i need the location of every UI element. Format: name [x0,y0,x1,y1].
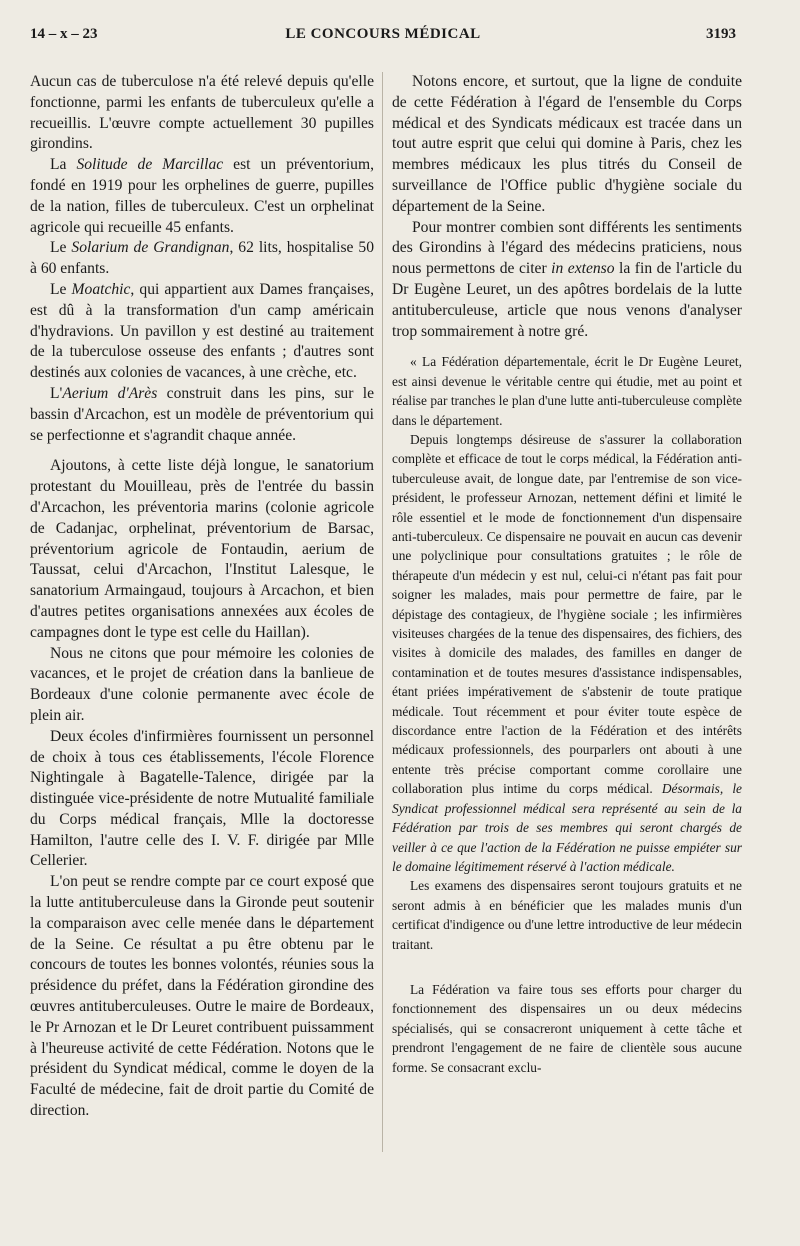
emphasis: in extenso [551,260,615,278]
header-date: 14 – x – 23 [30,26,98,42]
institution-name: Moatchic [71,280,131,298]
paragraph: L'Aerium d'Arès construit dans les pins, sur le bassin d'Arcachon, est un modèle de préventorium qui se perfectionne et s'agrandit chaque année. [30,384,374,444]
paragraph: Deux écoles d'infirmières fournissent un personnel de choix à tous ces établissements, l'école Florence Nightingale à Bagatelle-Talence, dirigée par la distinguée vice-présidente de notre Mutualité familiale du Corps médical français, Mlle la doctoresse Hamilton, l'autre celle des I. V. F. dirigée par Mlle Cellerier. [30,727,374,870]
column-divider [382,72,383,1152]
emphasis: Désormais, le Syndicat professionnel médical sera représenté au sein de la Fédération par trois de ses membres qui seront chargés de veiller à ce que l'action de la Fédération ne puisse empiéter sur le domaine légitimement réservé à l'action médicale. [392,781,742,874]
page-number: 3193 [706,26,736,42]
institution-name: Solarium de Grandignan [71,239,230,257]
paragraph: Aucun cas de tuberculose n'a été relevé depuis qu'elle fonctionne, parmi les enfants de tuberculeux qu'elle a recueillis. L'œuvre compte actuellement 30 pupilles girondins. [30,73,374,153]
paragraph: Le Moatchic, qui appartient aux Dames françaises, est dû à la transformation d'un camp américain d'hydravions. Un pavillon y est destiné au traitement de la tuberculose osseuse des enfants ; d'autres sont destinés aux colonies de vacances, à une crèche, etc. [30,280,374,382]
paragraph: Ajoutons, à cette liste déjà longue, le sanatorium protestant du Mouilleau, près de l'entrée du bassin d'Arcachon, les préventoria marins (colonie agricole de Cadanjac, orphelinat, préventorium de Barsac, préventorium agricole de Fontaudin, aerium de Taussat, celui d'Arcachon, l'Institut Lalesque, le sanatorium Armaingaud, toujours à Arcachon, et bien d'autres petites organisations annexées aux écoles de campagnes dont le type est celle du Haillan). [30,457,374,641]
paragraph: Pour montrer combien sont différents les sentiments des Girondins à l'égard des médecins praticiens, nous nous permettons de citer in extenso la fin de l'article du Dr Eugène Leuret, un des apôtres bordelais de la lutte antituberculeuse, article que nous venons d'analyser trop sommairement à notre gré. [392,218,742,340]
right-column [392,72,742,1077]
quote-paragraph: La Fédération va faire tous ses efforts pour charger du fonctionnement des dispensaires un ou deux médecins spécialisés, qui se consacreront uniquement à cette tâche et prendront l'engagement de ne faire de clientèle sous aucune forme. Se consacrant exclu- [392,981,742,1075]
paragraph: La Solitude de Marcillac est un préventorium, fondé en 1919 pour les orphelines de guerre, pupilles de la nation, filles de tuberculeux. C'est un orphelinat agricole qui recueille 45 enfants. [30,156,374,236]
paragraph: Le Solarium de Grandignan, 62 lits, hospitalise 50 à 60 enfants. [30,239,375,278]
institution-name: Aerium d'Arès [62,384,158,402]
institution-name: Solitude de Marcillac [76,156,224,174]
running-header [30,26,736,52]
paragraph: Notons encore, et surtout, que la ligne de conduite de cette Fédération à l'égard de l'ensemble du Corps médical et des Syndicats médicaux est tracée dans un tout autre esprit que celui qui domine à Paris, chez les membres médicaux les plus titrés du Conseil de surveillance de l'Office public d'hygiène sociale du département de la Seine. [392,73,742,215]
left-column [30,72,374,1122]
quote-paragraph: « La Fédération départementale, écrit le Dr Eugène Leuret, est ainsi devenue le véritable centre qui étudie, met au point et réalise par tranches le plan d'une lutte anti-tuberculeuse complète dans le département. [392,354,742,428]
quote-paragraph: Depuis longtemps désireuse de s'assurer la collaboration complète et efficace de tout le corps médical, la Fédération anti-tuberculeuse avait, de longue date, par l'entremise de son vice-président, le professeur Arnozan, nettement défini et limité le rôle essentiel et le mode de fonctionnement d'un dispensaire anti-tuberculeux. Ce dispensaire ne pouvait en aucun cas devenir une polyclinique pour consultations gratuites ; le rôle de thérapeute d'un médecin y est nul, celui-ci n'étant pas fait pour soigner les malades, mais pour permettre de faire, par le dépistage des contagieux, de l'hygiène sociale ; les infirmières visiteuses chargées de la tenue des dispensaires, des fichiers, des visites à domicile des malades, des familles en danger de contamination et de toutes mesures d'assistance indispensables, étant priées impérativement de s'abstenir de toute pratique médicale. Tout récemment et pour éviter toute espèce de discordance entre l'action de la Fédération et des intérêts médicaux professionnels, des pourparlers ont abouti à une entente très précise comportant comme corollaire une collaboration plus intime du corps médical. Désormais, le Syndicat professionnel médical sera représenté au sein de la Fédération par trois de ses membres qui seront chargés de veiller à ce que l'action de la Fédération ne puisse empiéter sur le domaine légitimement réservé à l'action médicale. [392,431,742,874]
quote-paragraph: Les examens des dispensaires seront toujours gratuits et ne seront admis à en bénéficier que les malades munis d'un certificat d'indigence ou d'une lettre introductive de leur médecin traitant. [392,878,742,952]
paragraph: L'on peut se rendre compte par ce court exposé que la lutte antituberculeuse dans la Gironde peut soutenir la comparaison avec celle menée dans le département de la Seine. Ce résultat a pu être obtenu par le concours de toutes les bonnes volontés, réunies sous la présidence du préfet, dans la Fédération girondine des œuvres antituberculeuses. Outre le maire de Bordeaux, le Pr Arnozan et le Dr Leuret contribuent puissamment à l'heureuse activité de cette Fédération. Notons que le président du Syndicat médical, comme le doyen de la Faculté de médecine, fait de droit partie du Comité de direction. [30,873,374,1120]
journal-title: LE CONCOURS MÉDICAL [285,26,481,42]
paragraph: Nous ne citons que pour mémoire les colonies de vacances, et le projet de création dans la banlieue de Bordeaux d'une colonie permanente avec école de plein air. [30,644,374,724]
